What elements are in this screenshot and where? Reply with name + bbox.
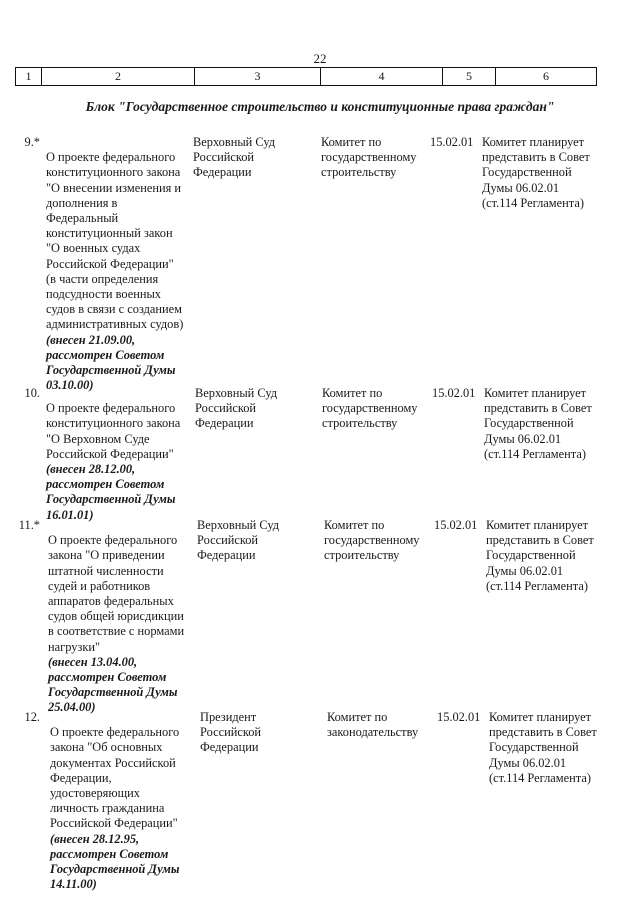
committee-plan: Комитет планирует представить в Совет Государственной Думы 06.02.01 (ст.114 Регламента) <box>486 518 594 593</box>
bill-title-cell <box>46 386 206 538</box>
column-number-3: 3 <box>195 68 321 86</box>
consideration-date: 15.02.01 <box>430 135 474 149</box>
bill-number: 12. <box>24 710 40 724</box>
consideration-date: 15.02.01 <box>437 710 481 724</box>
page-number: 22 <box>313 51 327 66</box>
committee-plan: Комитет планирует представить в Совет Государственной Думы 06.02.01 (ст.114 Регламента) <box>484 386 592 461</box>
bill-title: О проекте федерального конституционного закона "О Верховном Суде Российской Федерации" <box>46 401 181 461</box>
bill-title-cell <box>50 710 210 908</box>
consideration-date: 15.02.01 <box>434 518 478 532</box>
bill-title: О проекте федерального закона "О приведении штатной численности судей и работников аппаратов федеральных судов общей юрисдикции в соответствие с нормами нагрузки" <box>48 533 185 654</box>
column-number-2: 2 <box>42 68 195 86</box>
bill-number: 9.* <box>24 135 40 149</box>
consideration-date: 15.02.01 <box>432 386 476 400</box>
bill-title-cell <box>48 518 208 731</box>
bill-status-note: (внесен 28.12.95, рассмотрен Советом Государственной Думы 14.11.00) <box>50 831 180 892</box>
committee-plan: Комитет планирует представить в Совет Государственной Думы 06.02.01 (ст.114 Регламента) <box>489 710 597 785</box>
bill-title-cell <box>46 135 206 409</box>
bill-status-note: (внесен 13.04.00, рассмотрен Советом Государственной Думы 25.04.00) <box>48 654 178 715</box>
column-number-4: 4 <box>321 68 443 86</box>
block-title: Блок "Государственное строительство и конституционные права граждан" <box>85 99 555 114</box>
column-number-6: 6 <box>496 68 597 86</box>
bill-status-note: (внесен 28.12.00, рассмотрен Советом Государственной Думы 16.01.01) <box>46 462 176 522</box>
responsible-committee: Комитет по государственному строительству <box>321 135 417 180</box>
bill-author: Президент Российской Федерации <box>200 710 262 755</box>
committee-plan: Комитет планирует представить в Совет Государственной Думы 06.02.01 (ст.114 Регламента) <box>482 135 590 210</box>
bill-number: 11.* <box>18 518 40 532</box>
bill-author: Верховный Суд Российской Федерации <box>197 518 280 563</box>
responsible-committee: Комитет по государственному строительству <box>322 386 418 431</box>
responsible-committee: Комитет по законодательству <box>327 710 419 740</box>
column-number-1: 1 <box>16 68 42 86</box>
bill-title: О проекте федерального закона "Об основных документах Российской Федерации, удостоверяющих личность гражданина Российской Федерации" <box>50 725 180 831</box>
column-number-header <box>15 67 597 86</box>
bill-author: Верховный Суд Российской Федерации <box>195 386 278 431</box>
bill-title: О проекте федерального конституционного закона "О внесении изменения и дополнения в Федеральный конституционный закон "О военных судах Российской Федерации" (в части определения подсудности военных судов в связи с созданием административных судов) <box>46 150 184 332</box>
column-number-5: 5 <box>443 68 496 86</box>
bill-author: Верховный Суд Российской Федерации <box>193 135 276 180</box>
responsible-committee: Комитет по государственному строительству <box>324 518 420 563</box>
bill-number: 10. <box>24 386 40 400</box>
bill-status-note: (внесен 21.09.00, рассмотрен Советом Государственной Думы 03.10.00) <box>46 332 176 393</box>
